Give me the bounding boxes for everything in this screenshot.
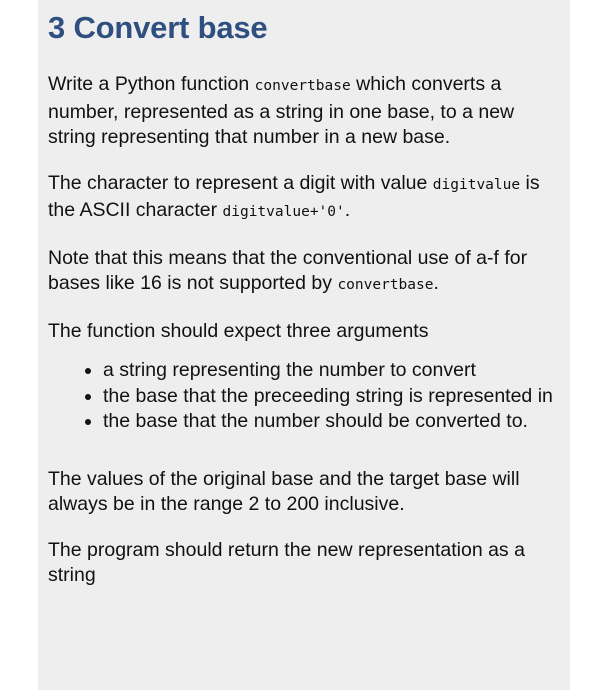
arguments-paragraph: The function should expect three arguments [48, 319, 429, 342]
intro-text-before: Write a Python function [48, 73, 255, 95]
intro-paragraph [48, 72, 560, 151]
digitvalue-code: digitvalue [432, 176, 521, 193]
problem-panel [38, 0, 570, 690]
arguments-list [48, 358, 560, 435]
range-paragraph: The values of the original base and the target base will always be in the range 2 to 200 inclusive. [48, 467, 520, 515]
digit-text-after: . [344, 199, 351, 221]
section-title: 3 Convert base [48, 10, 268, 45]
note-text-after: . [433, 272, 439, 294]
intro-text-after: which converts a number, represented as a string in one base, to a new string representing that number in a new base. [48, 73, 515, 148]
note-paragraph [48, 246, 560, 299]
digit-text-before: The character to represent a digit with value [48, 171, 433, 194]
digit-text-middle: is the ASCII character [48, 171, 540, 221]
list-item: • a string representing the number to convert [103, 358, 560, 384]
digitvalue-expression-code: digitvalue+'0' [222, 204, 345, 220]
digit-char-paragraph [48, 171, 560, 226]
function-name-code: convertbase [254, 78, 351, 94]
note-text-before: Note that this means that the conventional use of a-f for bases like 16 is not supported by [48, 246, 528, 294]
list-item: • the base that the number should be converted to. [103, 409, 560, 435]
note-function-name-code: convertbase [337, 277, 434, 293]
return-paragraph: The program should return the new representation as a string [48, 538, 525, 586]
list-item: • the base that the preceeding string is represented in [103, 384, 560, 410]
